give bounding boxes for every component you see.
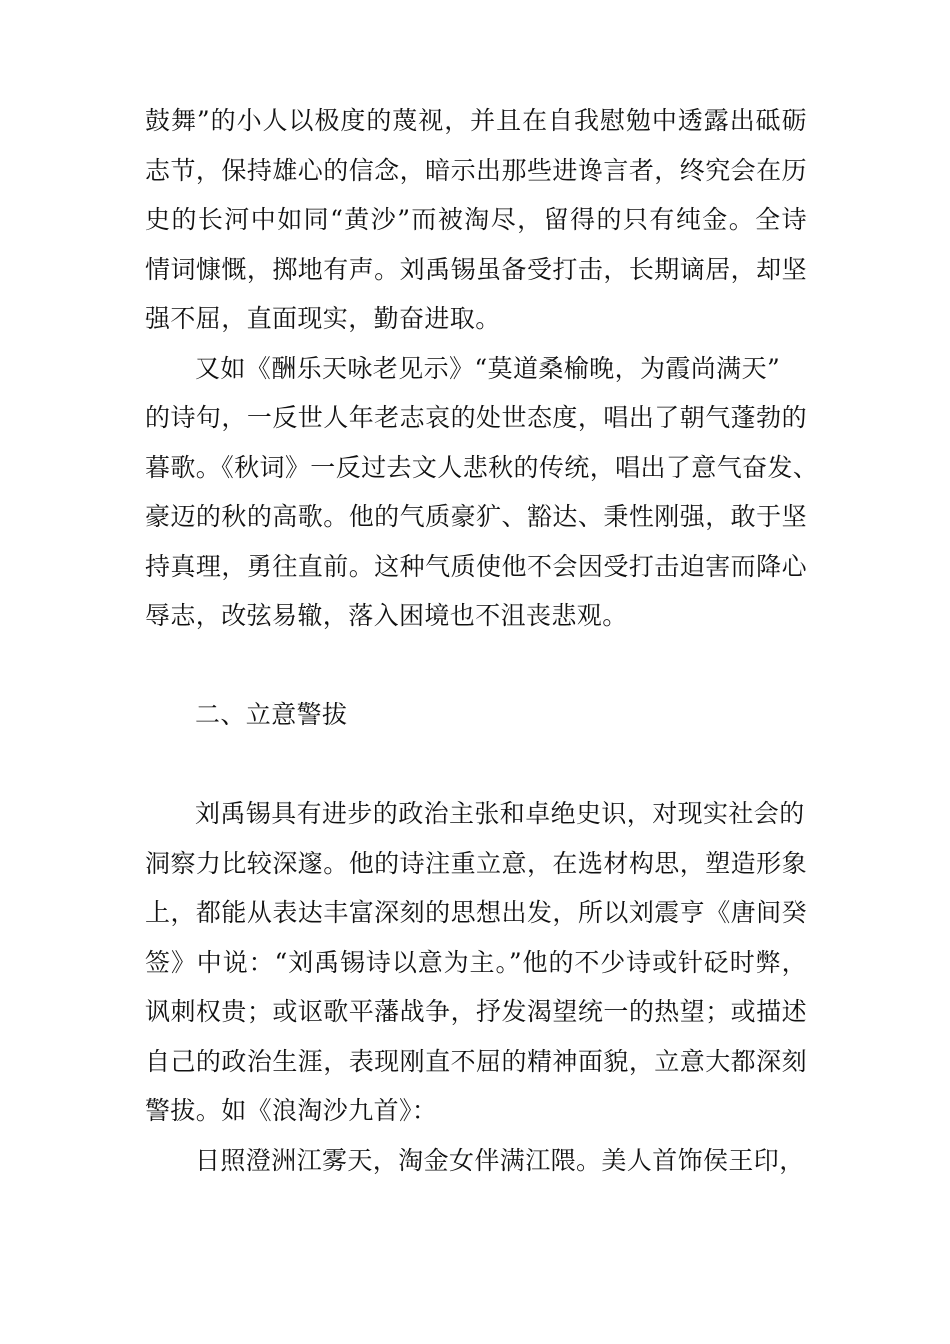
text-line: 鼓舞”的小人以极度的蔑视，并且在自我慰勉中透露出砥砺 [145,106,807,135]
text-line: 日照澄洲江雾天，淘金女伴满江隈。美人首饰侯王印， [195,1145,805,1175]
text-line: 上，都能从表达丰富深刻的思想出发，所以刘震亨《唐间癸 [145,898,807,927]
text-line: 讽刺权贵；或讴歌平藩战争，抒发渴望统一的热望；或描述 [145,997,807,1026]
text-line: 洞察力比较深邃。他的诗注重立意，在选材构思，塑造形象 [145,848,807,878]
text-line: 暮歌。《秋词》一反过去文人悲秋的传统，唱出了意气奋发、 [145,452,819,482]
text-line: 又如《酬乐天咏老见示》“莫道桑榆晚，为霞尚满天” [195,353,781,383]
paragraph-liuyuxi [145,789,807,1136]
text-line: 持真理，勇往直前。这种气质使他不会因受打击迫害而降心 [145,551,807,581]
section-heading: 二、立意警拔 [195,700,348,729]
text-line: 辱志，改弦易辙，落入困境也不沮丧悲观。 [145,601,628,630]
text-line: 刘禹锡具有进步的政治主张和卓绝史识，对现实社会的 [195,799,805,828]
text-line: 警拔。如《浪淘沙九首》： [145,1096,438,1125]
paragraph-youru [145,344,819,641]
document-body [145,96,819,1185]
text-line: 情词慷慨，掷地有声。刘禹锡虽备受打击，长期谪居，却坚 [145,254,807,284]
text-line: 签》中说：“刘禹锡诗以意为主。”他的不少诗或针砭时弊， [145,947,807,977]
text-line: 志节，保持雄心的信念，暗示出那些进谗言者，终究会在历 [145,155,807,185]
text-line: 豪迈的秋的高歌。他的气质豪犷、豁达、秉性刚强，敢于坚 [145,502,807,531]
text-line: 自己的政治生涯，表现刚直不屈的精神面貌，立意大都深刻 [145,1046,807,1076]
text-line: 的诗句，一反世人年老志哀的处世态度，唱出了朝气蓬勃的 [145,403,807,432]
poem-line [145,1136,807,1186]
paragraph-continuation [145,96,807,344]
text-line: 史的长河中如同“黄沙”而被淘尽，留得的只有纯金。全诗 [145,205,807,234]
text-line: 强不屈，直面现实，勤奋进取。 [145,304,501,333]
